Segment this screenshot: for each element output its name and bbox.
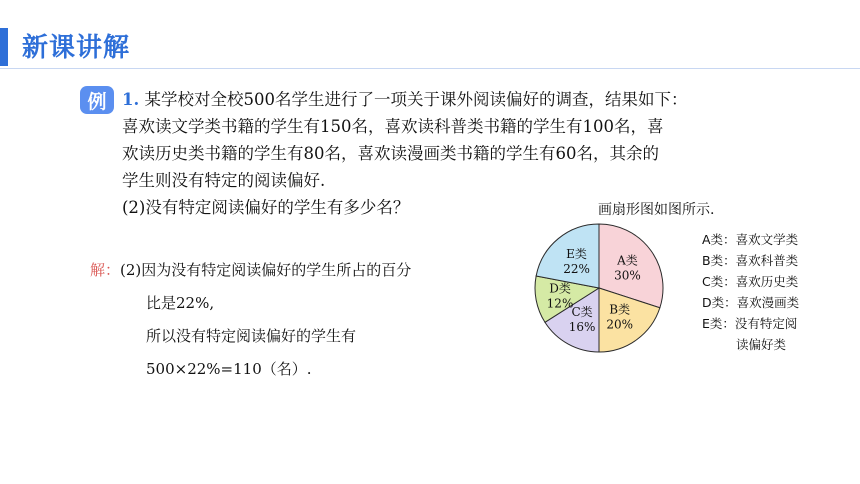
solution-line-2: 比是22%,	[146, 294, 215, 312]
chart-caption: 画扇形图如图所示.	[598, 202, 715, 218]
pie-chart	[531, 218, 667, 358]
pie-percent-label: 20%	[606, 317, 634, 332]
solution-text	[90, 254, 411, 386]
pie-percent-label: 22%	[563, 261, 590, 276]
problem-number: 1.	[122, 90, 140, 109]
problem-line-1-text: 某学校对全校500名学生进行了一项关于课外阅读偏好的调查，结果如下：	[144, 90, 688, 109]
problem-line-1	[122, 86, 822, 113]
header-divider	[0, 68, 860, 69]
problem-line-4: 学生则没有特定的阅读偏好.	[122, 171, 326, 190]
pie-category-label: B类	[609, 302, 631, 317]
page-title: 新课讲解	[22, 33, 131, 63]
chart-legend	[702, 229, 799, 355]
solution-line-1	[90, 254, 411, 287]
solution-line-1-text: (2)因为没有特定阅读偏好的学生所占的百分	[120, 261, 412, 279]
problem-text	[122, 86, 822, 221]
pie-percent-label: 16%	[568, 319, 596, 334]
pie-category-label: A类	[617, 253, 638, 268]
problem-question: (2)没有特定阅读偏好的学生有多少名？	[122, 198, 410, 217]
solution-label: 解：	[90, 261, 121, 279]
pie-category-label: C类	[571, 304, 593, 319]
legend-key-b: B类：	[702, 253, 736, 268]
legend-text-a: 喜欢文学类	[735, 232, 799, 247]
pie-percent-label: 12%	[546, 296, 574, 311]
legend-key-e: E类：	[702, 316, 735, 331]
legend-key-c: C类：	[702, 274, 736, 289]
header-accent-bar	[0, 28, 8, 66]
legend-text-d: 喜欢漫画类	[736, 295, 800, 310]
legend-item-c	[702, 271, 799, 292]
legend-item-a	[702, 229, 799, 250]
problem-line-2: 喜欢读文学类书籍的学生有150名，喜欢读科普类书籍的学生有100名，喜	[122, 117, 664, 136]
legend-item-b	[702, 250, 799, 271]
legend-item-d	[702, 292, 799, 313]
pie-percent-label: 30%	[614, 268, 641, 283]
legend-key-d: D类：	[702, 295, 737, 310]
example-badge: 例	[80, 86, 114, 114]
solution-line-3: 所以没有特定阅读偏好的学生有	[146, 327, 357, 345]
legend-text-c: 喜欢历史类	[735, 274, 799, 289]
pie-category-label: E类	[566, 246, 587, 261]
legend-text-e: 没有特定阅	[734, 316, 798, 331]
legend-text-b: 喜欢科普类	[735, 253, 799, 268]
legend-item-e-cont: 读偏好类	[736, 337, 787, 352]
legend-item-e	[702, 313, 799, 334]
legend-key-a: A类：	[702, 232, 736, 247]
pie-category-label: D类	[549, 281, 571, 296]
problem-line-3: 欢读历史类书籍的学生有80名，喜欢读漫画类书籍的学生有60名，其余的	[122, 144, 659, 163]
solution-line-4: 500×22%=110（名）.	[146, 360, 312, 378]
